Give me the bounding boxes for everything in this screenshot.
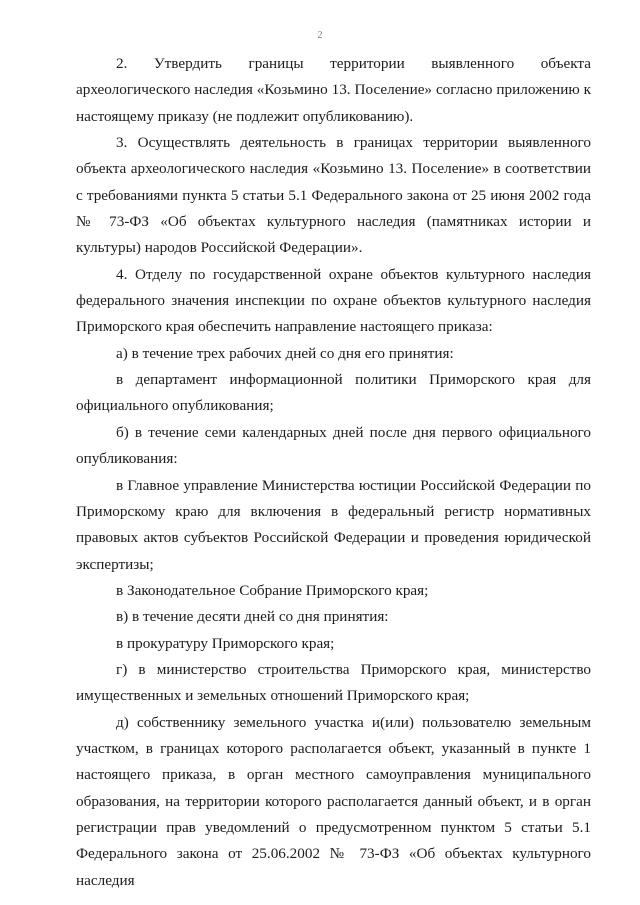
paragraph-3-activities: 3. Осуществлять деятельность в границах территории выявленного объекта археологического наследия «Козьмино 13. Поселение» в соответствии с требованиями пункта 5 статьи 5.1 Федерального закона от 25 июня 2002 года № 73-ФЗ «Об объектах культурного наследия (памятниках истории и культуры) народов Российской Федерации». — [76, 134, 591, 257]
paragraph-prosecutor: в прокуратуру Приморского края; — [116, 634, 335, 652]
paragraph-legislative-assembly: в Законодательное Собрание Приморского края; — [116, 581, 429, 599]
paragraph-ministry-of-justice: в Главное управление Министерства юстиции Российской Федерации по Приморскому краю для включения в федеральный регистр нормативных правовых актов субъектов Российской Федерации и проведения юридической экспертизы; — [76, 476, 591, 573]
paragraph-4g-ministries: г) в министерство строительства Приморского края, министерство имущественных и земельных отношений Приморского края; — [76, 660, 591, 705]
paragraph-info-policy-dept: в департамент информационной политики Приморского края для официального опубликования; — [76, 371, 591, 415]
paragraph-4-department: 4. Отделу по государственной охране объектов культурного наследия федерального значения инспекции по охране объектов культурного наследия Приморского края обеспечить направление настоящего приказа: — [76, 265, 591, 336]
paragraph-4v-ten-days: в) в течение десяти дней со дня принятия: — [116, 608, 389, 626]
paragraph-4d-land-owner: д) собственнику земельного участка и(или) пользователю земельным участком, в границах которого располагается объект, указанный в пункте 1 настоящего приказа, в орган местного самоуправления муниципального образования, на территории которого располагается данный объект, и в орган регистрации прав уведомлений о предусмотренном пунктом 5 статьи 5.1 Федерального закона от 25.06.2002 № 73-ФЗ «Об объектах культурного наследия — [76, 713, 591, 889]
paragraph-2-boundaries: 2. Утвердить границы территории выявленного объекта археологического наследия «Козьмино 13. Поселение» согласно приложению к настоящему приказу (не подлежит опубликованию). — [76, 55, 591, 125]
page-number: 2 — [317, 30, 323, 41]
paragraph-4b-seven-days: б) в течение семи календарных дней после дня первого официального опубликования: — [76, 423, 591, 468]
paragraph-4a-three-days: а) в течение трех рабочих дней со дня его принятия: — [116, 344, 454, 362]
document-body — [76, 51, 591, 894]
